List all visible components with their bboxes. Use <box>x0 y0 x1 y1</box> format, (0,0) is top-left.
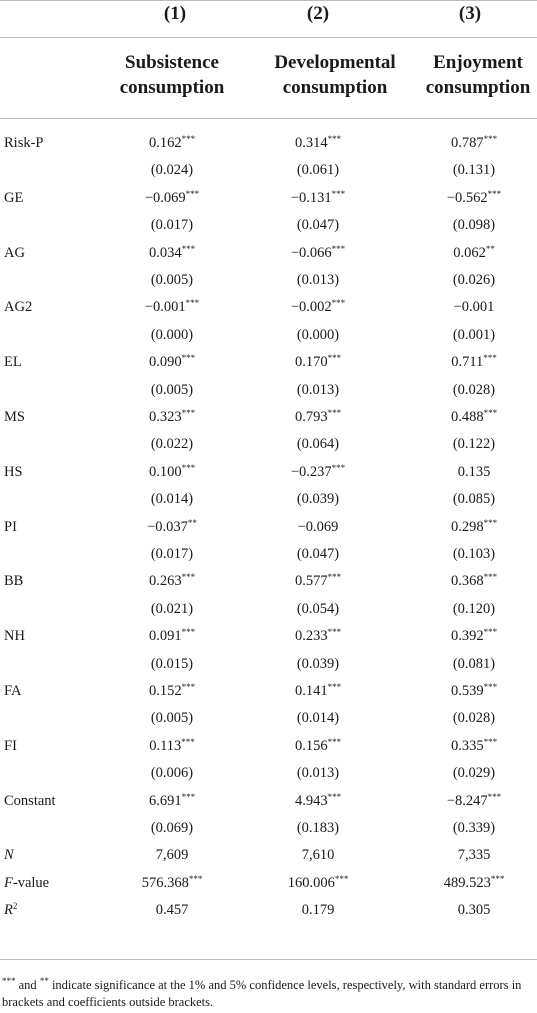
coefficient-cell: 0.488*** <box>450 408 498 425</box>
stat-value-cell: 0.305 <box>457 902 491 919</box>
std-error-cell: (0.085) <box>452 491 496 508</box>
std-error-cell: (0.054) <box>296 600 340 617</box>
footnote-stars-2: ** <box>39 976 49 986</box>
std-error-cell: (0.000) <box>296 326 340 343</box>
coefficient-cell: −0.002*** <box>290 298 346 316</box>
stat-value-cell: 489.523*** <box>443 873 505 891</box>
coefficient-cell: −8.247*** <box>446 791 502 809</box>
coefficient-cell: −0.001*** <box>144 298 200 316</box>
column-number-1: (1) <box>163 3 187 24</box>
header-rule <box>0 37 537 38</box>
coefficient-cell: 0.298*** <box>450 517 498 535</box>
std-error-cell: (0.017) <box>150 217 194 234</box>
row-label: BB <box>4 573 24 590</box>
row-label: AG2 <box>4 299 33 316</box>
stat-value-cell: 7,610 <box>301 847 335 864</box>
coefficient-cell: 0.793*** <box>294 408 342 425</box>
stat-label: $R^2$ <box>4 901 18 919</box>
std-error-cell: (0.015) <box>150 655 194 672</box>
std-error-cell: (0.014) <box>296 710 340 727</box>
std-error-cell: (0.017) <box>150 546 194 562</box>
row-label: NH <box>4 628 25 645</box>
coefficient-cell: 0.323*** <box>148 408 196 425</box>
table-footnote: *** and ** indicate significance at the 1% and 5% confidence levels, respectively, with standard errors in brackets and coefficients outside brackets. <box>2 976 522 1009</box>
column-title-1-line2: consumption <box>119 77 225 98</box>
row-label: FI <box>4 737 17 754</box>
std-error-cell: (0.047) <box>296 217 340 234</box>
stat-label: N <box>4 847 14 864</box>
column-title-1-line1: Subsistence <box>125 52 219 73</box>
std-error-cell: (0.021) <box>150 600 194 617</box>
coefficient-cell: −0.037** <box>147 517 197 535</box>
std-error-cell: (0.064) <box>296 436 340 453</box>
column-title-2-line1: Developmental <box>274 52 396 73</box>
stat-label: F-value <box>4 874 50 891</box>
std-error-cell: (0.098) <box>452 217 496 234</box>
std-error-cell: (0.013) <box>296 381 340 398</box>
coefficient-cell: 0.062** <box>453 243 495 261</box>
coefficient-cell: 0.233*** <box>294 627 342 645</box>
std-error-cell: (0.013) <box>296 272 340 288</box>
coefficient-cell: 0.263*** <box>148 572 196 590</box>
column-title-3-line1: Enjoyment <box>433 52 523 73</box>
coefficient-cell: −0.131*** <box>290 188 346 206</box>
column-title-2 <box>265 50 405 100</box>
std-error-cell: (0.022) <box>150 436 194 453</box>
column-number-2: (2) <box>306 3 330 24</box>
stat-value-cell: 7,609 <box>155 847 189 864</box>
column-title-3 <box>408 50 537 100</box>
std-error-cell: (0.005) <box>150 710 194 727</box>
coefficient-cell: 0.113*** <box>149 736 195 754</box>
row-label: EL <box>4 354 22 371</box>
std-error-cell: (0.000) <box>150 326 194 343</box>
coefficient-cell: −0.237*** <box>290 462 346 480</box>
footnote-text: indicate significance at the 1% and 5% confidence levels, respectively, with standard errors in brackets and coefficients outside brackets. <box>2 978 522 1009</box>
stat-value-cell: 160.006*** <box>287 873 349 891</box>
std-error-cell: (0.339) <box>452 820 496 836</box>
coefficient-cell: −0.001 <box>453 299 495 316</box>
row-label: PI <box>4 518 17 535</box>
coefficient-cell: 0.135 <box>457 463 491 480</box>
coefficient-cell: 0.787*** <box>450 134 498 151</box>
coefficient-cell: −0.069*** <box>144 188 200 206</box>
coefficient-cell: −0.066*** <box>290 243 346 261</box>
coefficient-cell: 0.368*** <box>450 572 498 590</box>
std-error-cell: (0.028) <box>452 381 496 398</box>
std-error-cell: (0.103) <box>452 546 496 562</box>
std-error-cell: (0.047) <box>296 546 340 562</box>
coefficient-cell: 0.711*** <box>451 353 497 371</box>
std-error-cell: (0.131) <box>452 162 496 179</box>
column-number-3: (3) <box>458 3 482 24</box>
row-label: Risk-P <box>4 135 44 151</box>
coefficient-cell: 0.170*** <box>294 353 342 371</box>
std-error-cell: (0.029) <box>452 765 496 782</box>
std-error-cell: (0.183) <box>296 820 340 836</box>
std-error-cell: (0.122) <box>452 436 496 453</box>
row-label: Constant <box>4 792 56 809</box>
coefficient-cell: 0.090*** <box>148 353 196 371</box>
subheader-rule <box>0 118 537 119</box>
stat-value-cell: 576.368*** <box>141 873 203 891</box>
row-label: HS <box>4 463 23 480</box>
coefficient-cell: 0.392*** <box>450 627 498 645</box>
stat-value-cell: 7,335 <box>457 847 491 864</box>
coefficient-cell: 0.152*** <box>148 682 196 699</box>
std-error-cell: (0.014) <box>150 491 194 508</box>
coefficient-cell: 0.539*** <box>450 682 498 699</box>
coefficient-cell: 0.314*** <box>294 134 342 151</box>
std-error-cell: (0.028) <box>452 710 496 727</box>
std-error-cell: (0.001) <box>452 326 496 343</box>
std-error-cell: (0.013) <box>296 765 340 782</box>
stat-value-cell: 0.179 <box>301 902 335 919</box>
std-error-cell: (0.005) <box>150 272 194 288</box>
coefficient-cell: 0.162*** <box>148 134 196 151</box>
row-label: FA <box>4 683 22 699</box>
coefficient-cell: 0.141*** <box>294 682 342 699</box>
coefficient-cell: −0.562*** <box>446 188 502 206</box>
std-error-cell: (0.061) <box>296 162 340 179</box>
column-title-2-line2: consumption <box>282 77 388 98</box>
coefficient-cell: 0.091*** <box>148 627 196 645</box>
coefficient-cell: 4.943*** <box>294 791 342 809</box>
coefficient-cell: −0.069 <box>297 518 339 535</box>
footnote-stars-3: *** <box>2 976 16 986</box>
coefficient-cell: 0.577*** <box>294 572 342 590</box>
coefficient-cell: 0.335*** <box>450 736 498 754</box>
row-label: MS <box>4 409 25 425</box>
std-error-cell: (0.006) <box>150 765 194 782</box>
coefficient-cell: 0.034*** <box>148 243 196 261</box>
row-label: AG <box>4 244 25 261</box>
std-error-cell: (0.039) <box>296 655 340 672</box>
column-title-1 <box>102 50 242 100</box>
std-error-cell: (0.005) <box>150 381 194 398</box>
table-bottom-rule <box>0 959 537 960</box>
coefficient-cell: 6.691*** <box>148 791 196 809</box>
std-error-cell: (0.069) <box>150 820 194 836</box>
stat-value-cell: 0.457 <box>155 902 189 919</box>
std-error-cell: (0.120) <box>452 600 496 617</box>
coefficient-cell: 0.156*** <box>294 736 342 754</box>
std-error-cell: (0.081) <box>452 655 496 672</box>
coefficient-cell: 0.100*** <box>148 462 196 480</box>
row-label: GE <box>4 189 24 206</box>
column-title-3-line2: consumption <box>425 77 531 98</box>
std-error-cell: (0.039) <box>296 491 340 508</box>
table-top-rule <box>0 0 537 1</box>
std-error-cell: (0.026) <box>452 272 496 288</box>
std-error-cell: (0.024) <box>150 162 194 179</box>
